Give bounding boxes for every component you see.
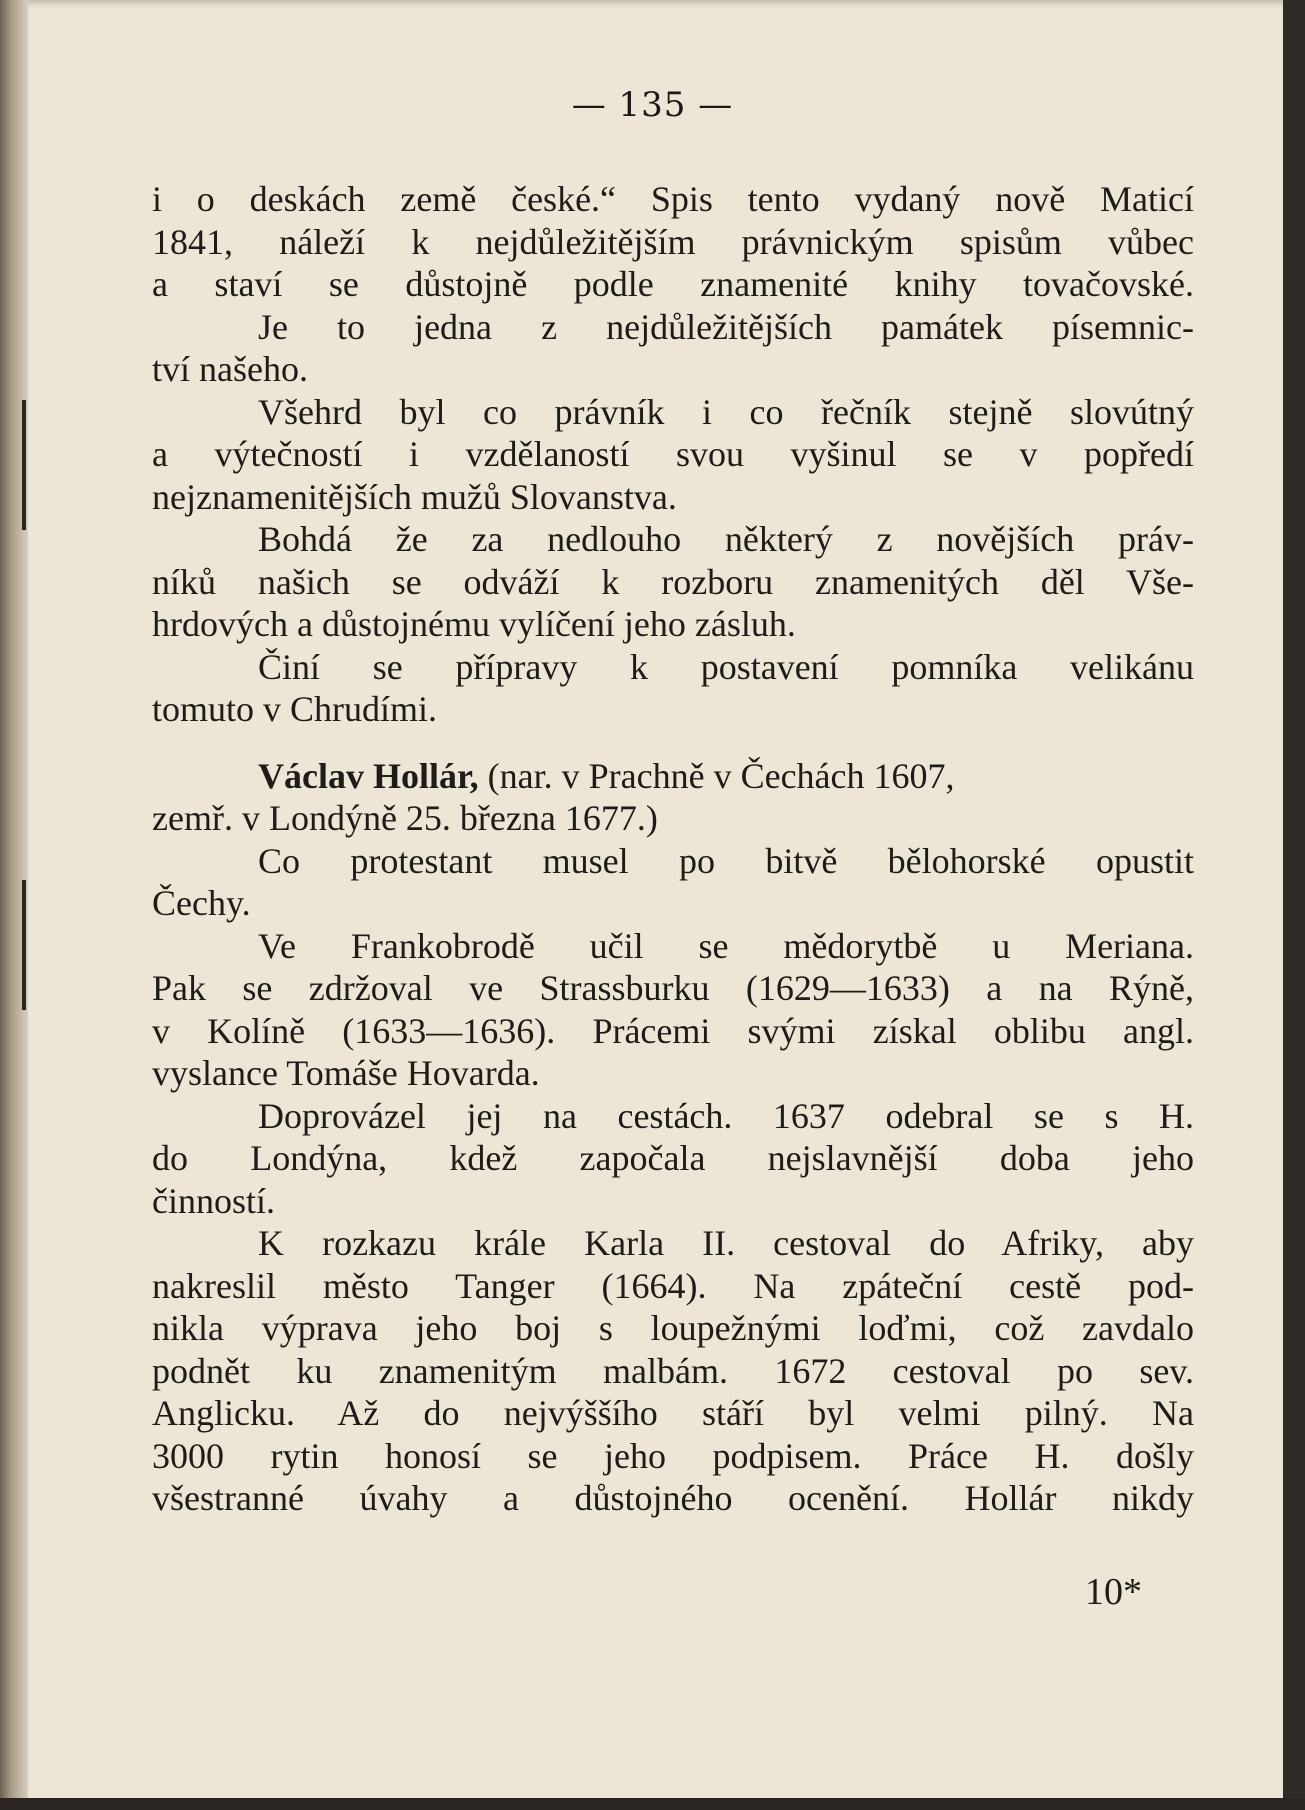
text-line: nakreslil město Tanger (1664). Na zpáteční cestě pod- [152,1265,1194,1306]
text-line: Co protestant musel po bitvě bělohorské opustit [258,840,1194,881]
section-heading-dates: (nar. v Prachně v Čechách 1607, [478,755,955,796]
text-line: podnět ku znamenitým malbám. 1672 cestoval po sev. [152,1350,1194,1391]
text-line: Anglicku. Až do nejvýššího stáří byl velmi pilný. Na [152,1393,1194,1433]
page-number: — 135 — [571,85,734,125]
text-line: i o deskách země české.“ Spis tento vydaný nově Maticí [152,179,1194,219]
text-line: a výtečností i vzdělaností svou vyšinul se v popředí [152,434,1194,474]
text-line: Činí se přípravy k postavení pomníka velikánu [258,646,1194,687]
text-line: do Londýna, kdež započala nejslavnější doba jeho [152,1138,1194,1178]
section-heading-name: Václav Hollár, [258,755,479,796]
margin-mark [22,400,26,530]
text-line: všestranné úvahy a důstojného ocenění. Hollár nikdy [152,1478,1194,1518]
page-bottom-edge [0,1798,1305,1810]
signature-mark: 10* [1085,1571,1142,1613]
text-line: Čechy. [152,883,251,923]
page-right-edge [1283,0,1305,1810]
text-line: Všehrd byl co právník i co řečník stejně slovútný [258,391,1194,432]
text-line: činností. [152,1180,275,1221]
text-line: nejznamenitějších mužů Slovanstva. [152,476,677,517]
text-line: 3000 rytin honosí se jeho podpisem. Práce H. došly [152,1435,1194,1476]
text-line: Pak se zdržoval ve Strassburku (1629—1633) a na Rýně, [152,968,1194,1008]
text-line: a staví se důstojně podle znamenité knihy tovačovské. [152,264,1194,304]
text-line: níků našich se odváží k rozboru znamenitých děl Vše- [152,561,1194,602]
text-line: Doprovázel jej na cestách. 1637 odebral se s H. [258,1095,1194,1136]
text-line: tomuto v Chrudími. [152,689,438,729]
text-line: K rozkazu krále Karla II. cestoval do Afriky, aby [258,1223,1194,1263]
text-line: Je to jedna z nejdůležitějších památek písemnic- [258,306,1194,347]
text-line: Ve Frankobrodě učil se mědorytbě u Meriana. [258,925,1194,966]
body-text [152,178,1194,1520]
text-line: Bohdá že za nedlouho některý z novějších práv- [258,519,1194,559]
text-line: v Kolíně (1633—1636). Prácemi svými získal oblibu angl. [152,1010,1194,1051]
section-heading-line [152,755,1194,798]
text-line: vyslance Tomáše Hovarda. [152,1053,540,1093]
text-line: nikla výprava jeho boj s loupežnými loďmi, což zavdalo [152,1308,1194,1348]
text-line: hrdových a důstojnému vylíčení jeho zásluh. [152,604,796,644]
text-line: 1841, náleží k nejdůležitějším právnickým spisům vůbec [152,221,1194,262]
section-gap [152,731,1194,755]
text-line: zemř. v Londýně 25. března 1677.) [152,798,658,838]
margin-mark [22,880,26,1010]
text-line: tví našeho. [152,349,308,389]
